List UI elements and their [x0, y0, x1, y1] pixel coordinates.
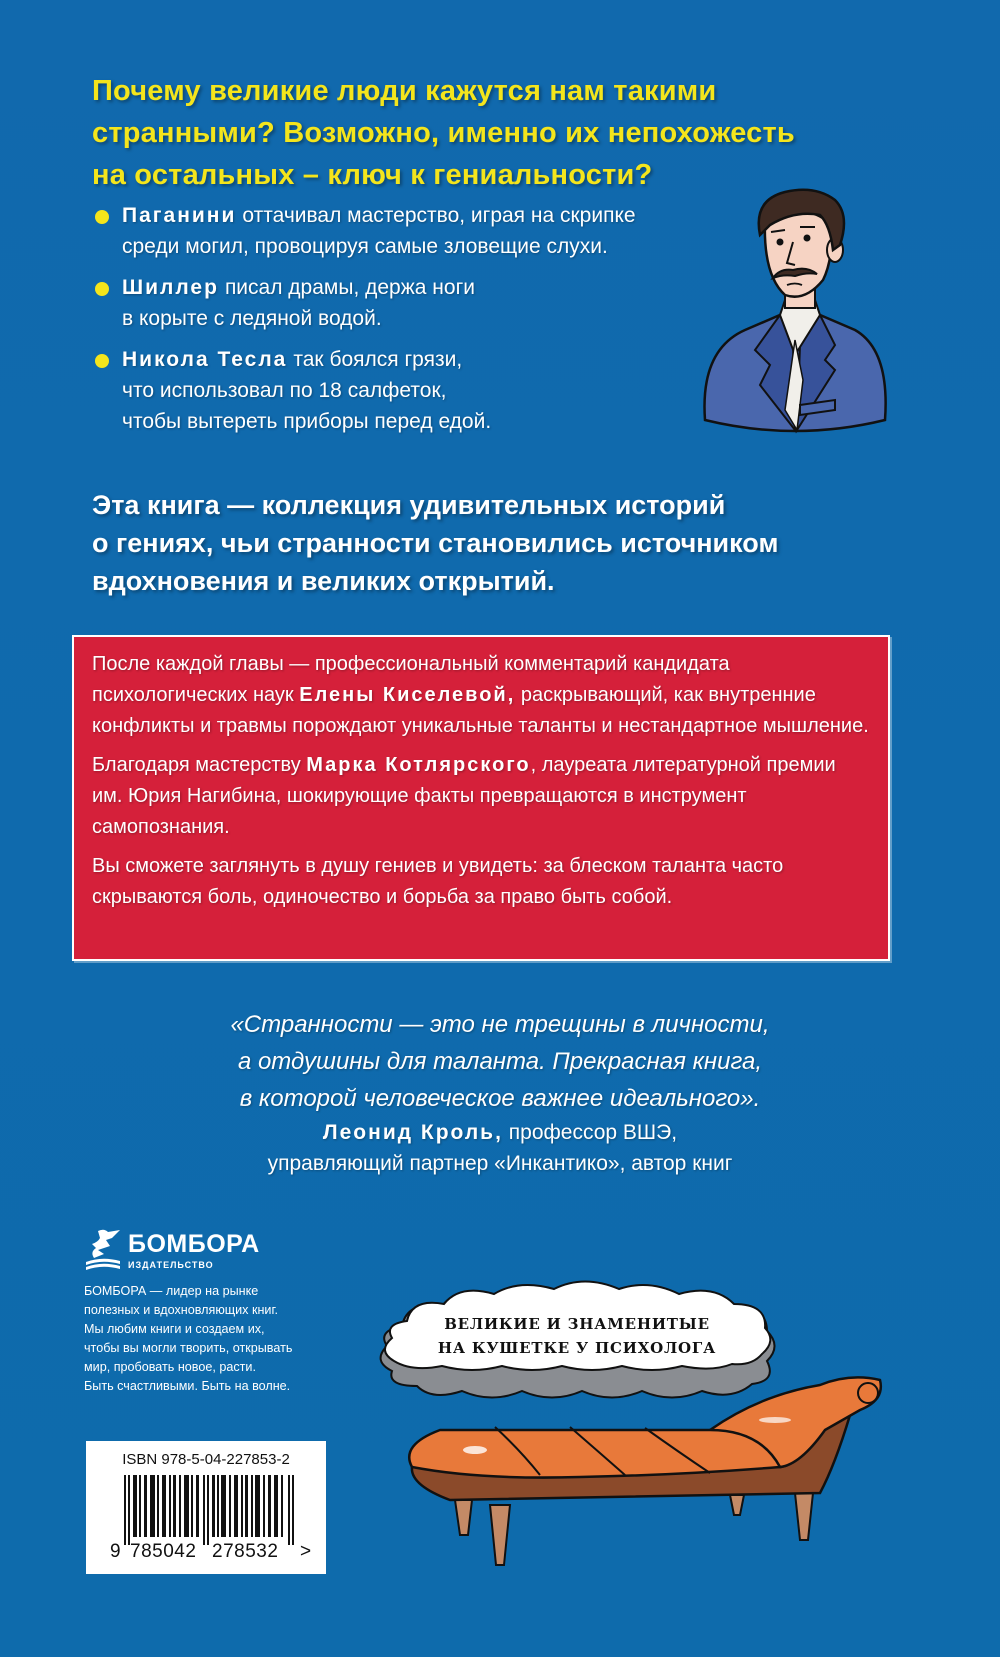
author-name: Марка Котлярского	[306, 754, 531, 776]
fact-item-tesla	[92, 344, 712, 437]
expert-name: Елены Киселевой,	[299, 684, 516, 706]
publisher-description	[84, 1282, 344, 1396]
barcode-icon	[124, 1475, 294, 1545]
publisher-desc-line: чтобы вы могли творить, открывать	[84, 1341, 293, 1355]
quote-attribution	[120, 1117, 880, 1179]
panel-text: Благодаря мастерству	[92, 754, 301, 776]
panel-text: После каждой главы — профессиональный комментарий кандидата психологических наук	[92, 653, 730, 706]
fact-person-name: Никола Тесла	[122, 348, 288, 371]
publisher-desc-line: полезных и вдохновляющих книг.	[84, 1303, 279, 1317]
quote-line: а отдушины для таланта. Прекрасная книга,	[237, 1048, 763, 1075]
quote-author-title: управляющий партнер «Инкантико», автор книг	[267, 1152, 733, 1175]
fact-person-name: Паганини	[122, 204, 237, 227]
publisher-logo	[84, 1228, 260, 1274]
facts-list	[92, 200, 712, 447]
barcode-digits: 278532	[212, 1541, 279, 1562]
headline-line: Почему великие люди кажутся нам такими	[92, 75, 717, 107]
tesla-portrait-icon	[685, 180, 905, 450]
fact-text: в корыте с ледяной водой.	[122, 307, 382, 330]
intro-text	[92, 486, 852, 600]
series-title	[372, 1312, 782, 1360]
isbn-barcode-box	[86, 1441, 326, 1574]
isbn-label: ISBN 978-5-04-227853-2	[122, 1451, 290, 1468]
barcode-digit: 9	[110, 1541, 122, 1562]
bombora-surfer-icon	[84, 1228, 124, 1274]
psychologist-couch-icon	[380, 1375, 900, 1580]
fact-item-schiller	[92, 272, 712, 334]
intro-line: вдохновения и великих открытий.	[92, 566, 555, 596]
quote-line: «Странности — это не трещины в личности,	[230, 1011, 770, 1038]
fact-text: писал драмы, держа ноги	[224, 276, 475, 299]
bullet-icon	[95, 282, 109, 296]
intro-line: о гениях, чьи странности становились источником	[92, 528, 779, 558]
fact-person-name: Шиллер	[122, 276, 219, 299]
fact-text: так боялся грязи,	[293, 348, 463, 371]
publisher-desc-line: Быть счастливыми. Быть на волне.	[84, 1379, 291, 1393]
publisher-desc-line: БОМБОРА — лидер на рынке	[84, 1284, 259, 1298]
fact-text: что использовал по 18 салфеток,	[122, 379, 447, 402]
testimonial-quote	[120, 1006, 880, 1117]
panel-paragraph-3: Вы сможете заглянуть в душу гениев и увидеть: за блеском таланта часто скрываются боль, одиночество и борьба за право быть собой.	[92, 855, 784, 908]
barcode-arrow: >	[300, 1541, 312, 1562]
fact-text: оттачивал мастерство, играя на скрипке	[242, 204, 636, 227]
headline-line: на остальных – ключ к гениальности?	[92, 159, 653, 191]
publisher-name: БОМБОРА	[128, 1230, 260, 1258]
series-title-line: ВЕЛИКИЕ И ЗНАМЕНИТЫЕ	[444, 1315, 710, 1333]
series-title-line: НА КУШЕТКЕ У ПСИХОЛОГА	[437, 1339, 717, 1357]
panel-paragraph-1	[92, 649, 870, 742]
bullet-icon	[95, 210, 109, 224]
panel-text: , лауреата литературной премии им. Юрия Нагибина, шокирующие факты превращаются в инструмент самопознания.	[92, 754, 836, 838]
barcode-digits: 785042	[130, 1541, 197, 1562]
intro-line: Эта книга — коллекция удивительных историй	[92, 490, 726, 520]
bullet-icon	[95, 354, 109, 368]
quote-author-title: профессор ВШЭ,	[508, 1121, 678, 1144]
quote-author: Леонид Кроль,	[322, 1121, 503, 1144]
headline	[92, 70, 852, 196]
publisher-desc-line: мир, пробовать новое, расти.	[84, 1360, 256, 1374]
fact-text: чтобы вытереть приборы перед едой.	[122, 410, 492, 433]
headline-line: странными? Возможно, именно их непохожесть	[92, 117, 795, 149]
highlight-panel	[72, 635, 890, 961]
quote-line: в которой человеческое важнее идеального».	[239, 1085, 761, 1112]
publisher-desc-line: Мы любим книги и создаем их,	[84, 1322, 265, 1336]
panel-paragraph-2	[92, 750, 870, 843]
panel-text: раскрывающий, как внутренние конфликты и травмы порождают уникальные таланты и нестандартное мышление.	[92, 684, 869, 737]
fact-item-paganini	[92, 200, 712, 262]
fact-text: среди могил, провоцируя самые зловещие слухи.	[122, 235, 608, 258]
publisher-subtitle: ИЗДАТЕЛЬСТВО	[128, 1260, 214, 1270]
